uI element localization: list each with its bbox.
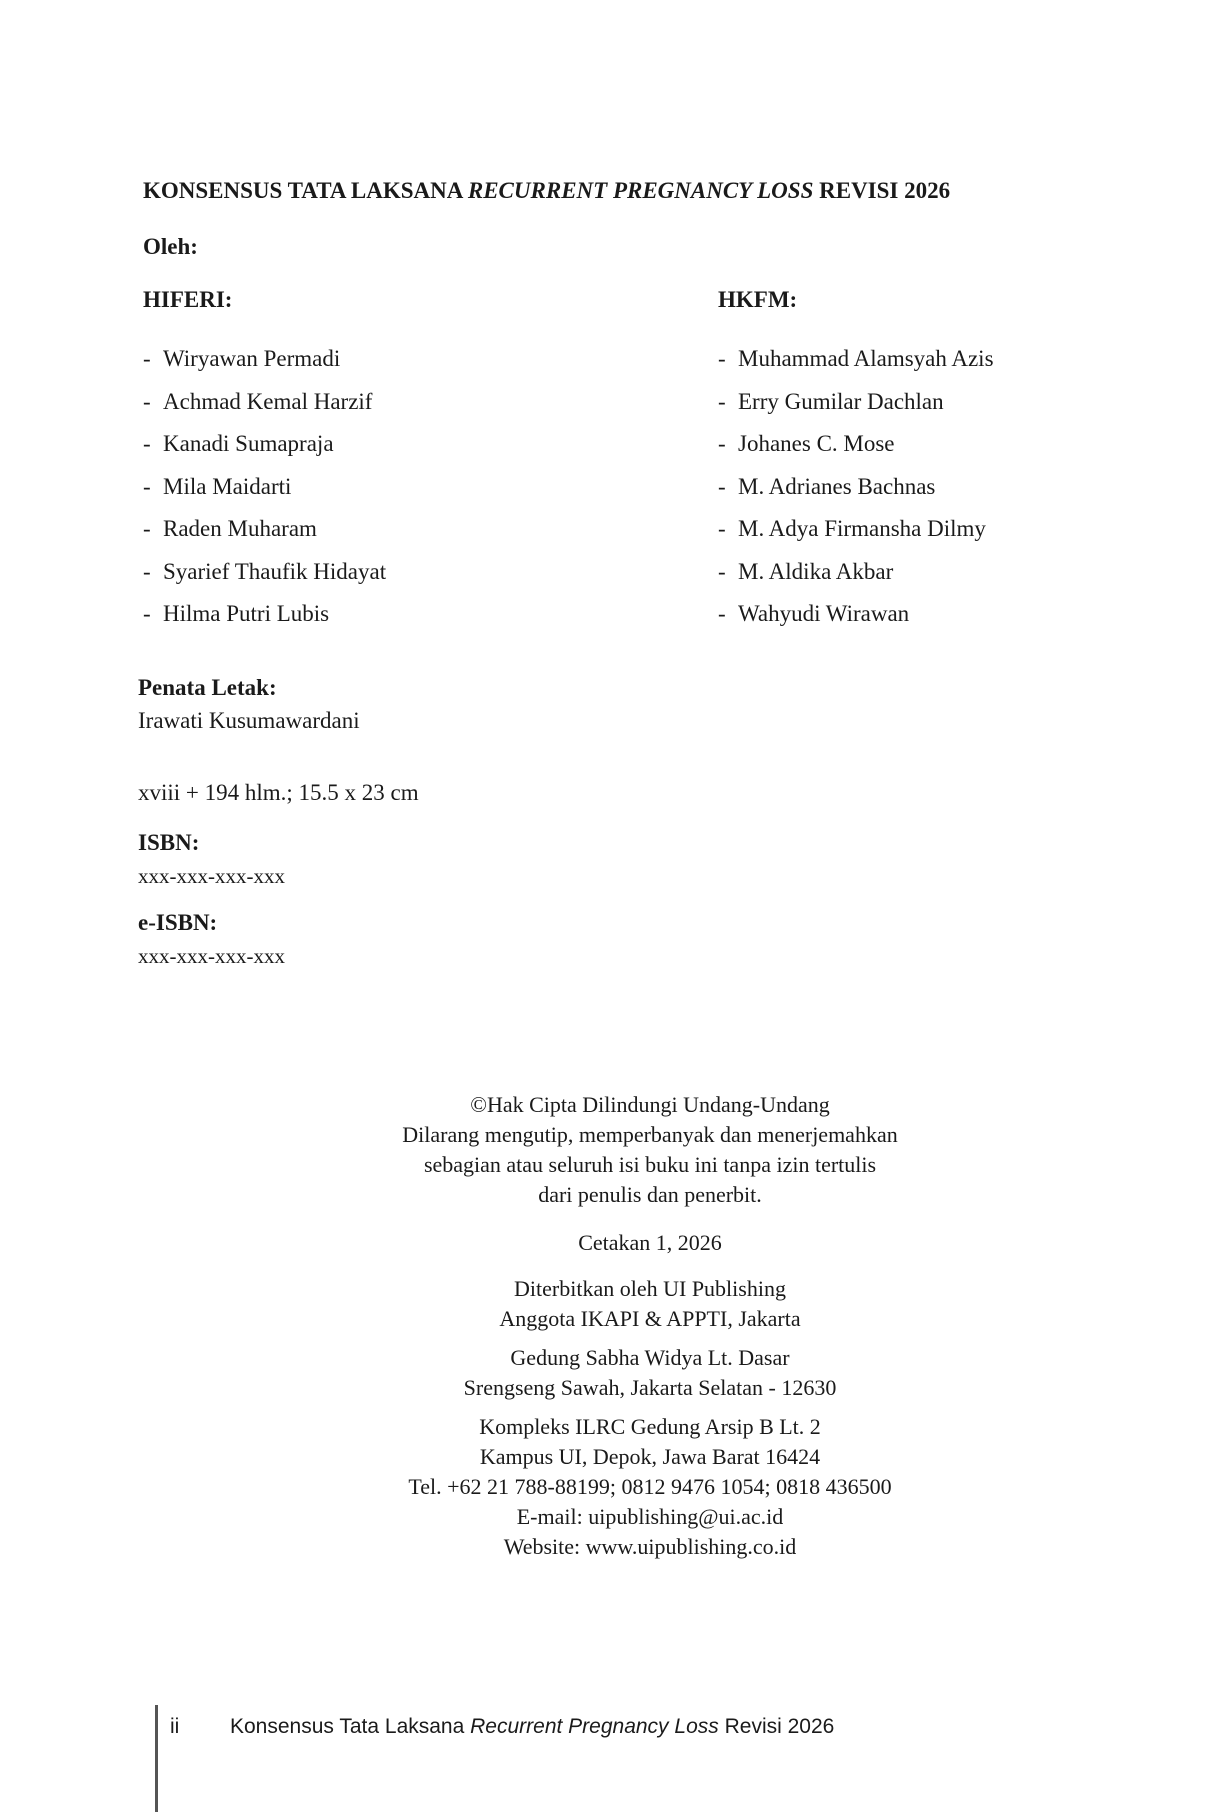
author-name: Hilma Putri Lubis	[163, 601, 330, 626]
list-dash: -	[718, 601, 726, 626]
page-number: ii	[170, 1715, 180, 1738]
author-name: Mila Maidarti	[163, 473, 292, 499]
hiferi-heading: HIFERI:	[143, 287, 233, 312]
title-italic: RECURRENT PREGNANCY LOSS	[467, 178, 814, 203]
running-footer-title	[230, 1715, 834, 1739]
phone-line: Tel. +62 21 788-88199; 0812 9476 1054; 0818 436500	[408, 1474, 892, 1499]
address-line: Kampus UI, Depok, Jawa Barat 16424	[479, 1444, 821, 1469]
eisbn-value: xxx-xxx-xxx-xxx	[138, 944, 285, 968]
author-name: M. Adrianes Bachnas	[738, 473, 936, 499]
publisher-info	[350, 1274, 950, 1334]
hiferi-author-list	[143, 344, 386, 642]
copyright-notice	[350, 1090, 950, 1210]
author-name: Johanes C. Mose	[738, 431, 895, 456]
author-name: Raden Muharam	[163, 516, 317, 541]
publisher-line: Anggota IKAPI & APPTI, Jakarta	[499, 1306, 801, 1331]
authors-by-label: Oleh:	[143, 234, 198, 259]
list-dash: -	[718, 431, 726, 456]
hkfm-author-list	[718, 344, 994, 642]
publisher-address-1	[350, 1343, 950, 1403]
book-title	[143, 178, 950, 204]
copyright-line: dari penulis dan penerbit.	[538, 1182, 762, 1207]
author-item	[143, 599, 386, 642]
website-line: Website: www.uipublishing.co.id	[503, 1534, 797, 1559]
address-line: Gedung Sabha Widya Lt. Dasar	[510, 1345, 790, 1370]
book-extent: xviii + 194 hlm.; 15.5 x 23 cm	[138, 780, 419, 805]
title-prefix: KONSENSUS TATA LAKSANA	[143, 178, 468, 203]
copyright-line: ©Hak Cipta Dilindungi Undang-Undang	[470, 1092, 830, 1117]
printing-line: Cetakan 1, 2026	[578, 1230, 722, 1255]
author-item	[143, 387, 386, 430]
author-name: Wiryawan Permadi	[163, 346, 341, 371]
author-item	[718, 344, 994, 387]
author-name: M. Aldika Akbar	[738, 558, 894, 584]
printing-edition	[350, 1228, 950, 1258]
publisher-address-2	[350, 1412, 950, 1562]
author-name: Kanadi Sumapraja	[163, 431, 334, 456]
list-dash: -	[143, 388, 151, 414]
layout-label: Penata Letak:	[138, 675, 277, 700]
author-name: Achmad Kemal Harzif	[163, 388, 373, 414]
list-dash: -	[718, 558, 726, 584]
list-dash: -	[718, 516, 726, 541]
list-dash: -	[718, 473, 726, 499]
email-line: E-mail: uipublishing@ui.ac.id	[516, 1504, 784, 1529]
author-item	[718, 429, 994, 472]
author-name: Erry Gumilar Dachlan	[738, 388, 944, 414]
author-item	[718, 599, 994, 642]
publisher-line: Diterbitkan oleh UI Publishing	[514, 1276, 786, 1301]
isbn-label: ISBN:	[138, 830, 200, 855]
author-item	[143, 344, 386, 387]
list-dash: -	[143, 346, 151, 371]
author-item	[718, 557, 994, 600]
footer-vertical-rule	[155, 1705, 158, 1812]
footer-title-prefix: Konsensus Tata Laksana	[230, 1715, 471, 1738]
layout-name: Irawati Kusumawardani	[138, 708, 360, 733]
author-name: Syarief Thaufik Hidayat	[163, 558, 387, 584]
footer-title-italic: Recurrent Pregnancy Loss	[470, 1715, 719, 1738]
copyright-line: sebagian atau seluruh isi buku ini tanpa izin tertulis	[423, 1152, 877, 1177]
list-dash: -	[718, 388, 726, 414]
author-item	[718, 387, 994, 430]
author-item	[718, 472, 994, 515]
list-dash: -	[143, 558, 151, 584]
author-item	[143, 514, 386, 557]
list-dash: -	[143, 516, 151, 541]
footer-title-suffix: Revisi 2026	[718, 1715, 835, 1738]
list-dash: -	[143, 601, 151, 626]
author-name: Muhammad Alamsyah Azis	[738, 346, 994, 371]
author-item	[143, 429, 386, 472]
list-dash: -	[143, 431, 151, 456]
list-dash: -	[718, 346, 726, 371]
author-item	[718, 514, 994, 557]
eisbn-label: e-ISBN:	[138, 910, 218, 935]
author-name: M. Adya Firmansha Dilmy	[738, 516, 986, 541]
isbn-value: xxx-xxx-xxx-xxx	[138, 864, 285, 888]
address-line: Kompleks ILRC Gedung Arsip B Lt. 2	[479, 1414, 821, 1439]
list-dash: -	[143, 473, 151, 499]
author-item	[143, 557, 386, 600]
copyright-line: Dilarang mengutip, memperbanyak dan menerjemahkan	[402, 1122, 898, 1147]
hkfm-heading: HKFM:	[718, 287, 798, 312]
author-item	[143, 472, 386, 515]
address-line: Srengseng Sawah, Jakarta Selatan - 12630	[463, 1375, 837, 1400]
author-name: Wahyudi Wirawan	[738, 601, 910, 626]
title-suffix: REVISI 2026	[813, 178, 951, 203]
